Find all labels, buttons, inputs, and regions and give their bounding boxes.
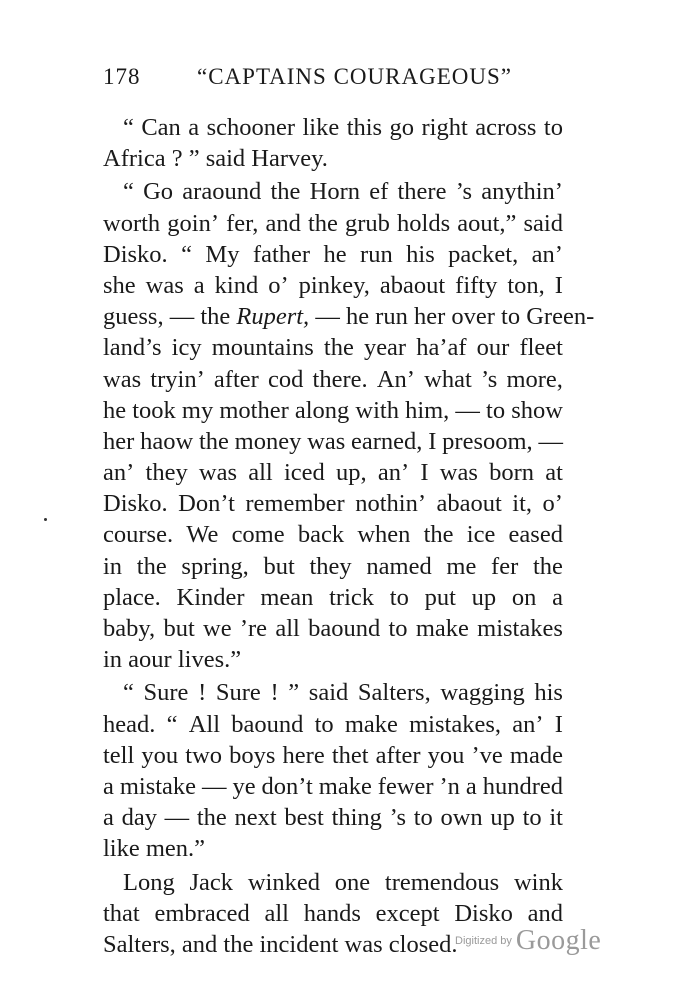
word: cod <box>267 365 304 393</box>
word: o’ <box>268 271 289 299</box>
word: make <box>344 710 398 738</box>
word: An’ <box>376 365 415 393</box>
word: Don’t <box>178 490 235 518</box>
word: fer <box>491 552 519 580</box>
word: an’ <box>531 240 563 268</box>
word: after <box>375 741 421 769</box>
word: baound <box>231 710 304 738</box>
word: a <box>552 583 563 611</box>
text-line <box>103 208 563 239</box>
word: a <box>103 772 114 800</box>
word: wink <box>513 868 563 896</box>
text-line <box>103 613 563 644</box>
word: born <box>489 459 534 487</box>
text-line <box>103 740 563 771</box>
word: the <box>307 209 338 237</box>
word: they <box>145 459 188 487</box>
word: took <box>132 396 176 424</box>
word: “ <box>166 710 178 738</box>
word: tremendous <box>384 868 500 896</box>
word: to <box>413 804 433 832</box>
word: all <box>275 615 300 642</box>
word: anythin’ <box>481 178 563 206</box>
word: after <box>213 365 259 393</box>
word: a <box>465 772 477 800</box>
word: more, <box>506 365 563 393</box>
word: ! <box>270 679 279 707</box>
word: o’ <box>542 490 563 518</box>
word: an’ <box>377 459 410 487</box>
text-line <box>103 488 563 519</box>
word: to <box>388 615 408 642</box>
word: the <box>136 552 167 580</box>
word: run <box>360 240 393 268</box>
text-line <box>103 112 563 143</box>
word: Salters, <box>357 679 431 707</box>
word: ef <box>369 178 389 206</box>
word: an’ <box>103 459 135 487</box>
word: Can <box>141 114 181 141</box>
word: icy <box>171 334 202 362</box>
google-logo: Google <box>515 925 602 956</box>
word: thing <box>331 804 382 832</box>
text-line <box>103 551 563 582</box>
word: to <box>543 114 563 141</box>
word: hundred <box>482 772 563 800</box>
word: mean <box>260 583 314 611</box>
word: my <box>181 396 214 424</box>
word: but <box>263 552 295 580</box>
word: I <box>428 427 437 455</box>
word: said <box>308 679 349 707</box>
word: except <box>375 899 440 927</box>
word: at <box>545 459 563 487</box>
word: Disko <box>454 899 513 927</box>
word: to <box>486 396 506 424</box>
word: we <box>203 615 232 642</box>
word: abaout <box>436 490 502 518</box>
word: fewer <box>377 772 434 800</box>
word: the <box>323 334 354 362</box>
word: head. <box>103 710 156 738</box>
word: ! <box>198 679 207 707</box>
word: ye <box>232 772 256 800</box>
word: Go <box>143 178 174 206</box>
word: abaout <box>379 271 446 299</box>
word: Disko. <box>103 490 168 518</box>
word: spring, <box>181 552 249 580</box>
ship-name: Rupert, <box>236 303 310 331</box>
word: Sure <box>143 679 189 707</box>
word: one <box>334 868 371 896</box>
word: Kinder <box>176 583 245 611</box>
word: back <box>297 521 345 549</box>
word: a <box>103 804 114 832</box>
word: was <box>145 271 184 299</box>
word: baby, <box>103 615 156 642</box>
word: made <box>509 741 563 769</box>
word: the <box>198 427 229 455</box>
word: said <box>523 209 563 237</box>
text-line <box>103 867 563 898</box>
word: kind <box>214 271 259 299</box>
word: on <box>511 583 537 611</box>
word: to <box>314 710 334 738</box>
word: “ <box>181 240 192 268</box>
word: goin’ <box>167 209 219 237</box>
word: mountains <box>211 334 314 362</box>
word: me <box>446 552 477 580</box>
word: own <box>440 804 483 832</box>
word: hands <box>303 899 361 927</box>
ink-speck <box>44 518 47 521</box>
word: make <box>415 615 469 642</box>
word: a <box>188 114 200 141</box>
word: here <box>282 741 325 769</box>
word: aout,” <box>457 209 517 237</box>
word: like <box>302 114 340 141</box>
word: ton, <box>507 271 545 299</box>
text-line <box>103 802 563 833</box>
word: he <box>323 240 347 268</box>
word: you <box>427 741 465 769</box>
word: next <box>234 804 277 832</box>
text-line <box>103 332 563 363</box>
word: that <box>103 899 140 927</box>
word: thet <box>331 741 369 769</box>
word: father <box>252 240 311 268</box>
word: to <box>522 804 542 832</box>
word: ’re <box>239 615 268 642</box>
text-line <box>103 677 563 708</box>
word: Sure <box>215 679 261 707</box>
word: worth <box>103 209 161 237</box>
word: this <box>346 114 383 141</box>
word: earned, <box>351 427 423 455</box>
word: was <box>307 427 346 455</box>
word: best <box>284 804 324 832</box>
text-line: Salters, and the incident was closed. <box>103 930 458 958</box>
word: course. <box>103 521 174 549</box>
word: land’s <box>103 334 162 362</box>
word: the <box>270 178 301 206</box>
word: go <box>389 114 415 141</box>
word: boys <box>229 741 276 769</box>
word: fifty <box>455 271 498 299</box>
word: him, <box>405 396 450 424</box>
word: nothin’ <box>355 490 426 518</box>
word: up, <box>336 459 367 487</box>
text-line <box>103 709 563 740</box>
word: — <box>164 804 190 832</box>
word: baound <box>308 615 381 642</box>
word: I <box>554 271 563 299</box>
word: We <box>186 521 219 549</box>
word: mistake <box>119 772 197 800</box>
word: make <box>318 772 372 800</box>
word: ha’af <box>416 334 467 362</box>
text-line <box>103 582 563 613</box>
word: you <box>141 741 179 769</box>
word: packet, <box>448 240 519 268</box>
word: a <box>193 271 205 299</box>
word: “ <box>123 114 134 141</box>
word: don’t <box>261 772 313 800</box>
word: all <box>264 899 289 927</box>
word: My <box>205 240 240 268</box>
word: was <box>198 459 238 487</box>
word: winked <box>247 868 320 896</box>
word: tryin’ <box>150 365 205 393</box>
word: — <box>455 396 480 424</box>
word: place. <box>103 583 161 611</box>
watermark-prefix: Digitized by <box>455 935 512 947</box>
word: haow <box>140 427 194 455</box>
word: up <box>490 804 515 832</box>
word: the <box>196 804 227 832</box>
word: along <box>294 396 350 424</box>
text-line <box>103 395 563 426</box>
word: fleet <box>519 334 563 362</box>
word: with <box>355 396 399 424</box>
word: across <box>475 114 537 141</box>
word: ” <box>288 679 300 707</box>
text-line <box>103 426 563 457</box>
word: tell <box>103 741 135 769</box>
page-number: 178 <box>103 64 141 89</box>
word: an’ <box>512 710 544 738</box>
word: what <box>424 365 472 393</box>
word: wagging <box>440 679 525 707</box>
word: Disko. <box>103 240 168 268</box>
text-line <box>103 771 563 802</box>
word: come <box>231 521 285 549</box>
text-line <box>103 519 563 550</box>
word: “ <box>123 178 134 206</box>
word: Long <box>123 868 175 896</box>
word: his <box>406 240 435 268</box>
word: Jack <box>189 868 234 896</box>
word: it, <box>512 490 533 518</box>
word: “ <box>123 679 134 707</box>
word: the <box>423 521 454 549</box>
word: year <box>363 334 407 362</box>
text-line <box>103 239 563 270</box>
word: her <box>103 427 135 455</box>
word: day <box>121 804 157 832</box>
word: ’ve <box>471 741 503 769</box>
word: — <box>538 427 563 455</box>
running-title: “CAPTAINS COURAGEOUS” <box>197 64 512 89</box>
word: pinkey, <box>298 271 370 299</box>
word: ’s <box>389 804 406 832</box>
word: to <box>389 583 409 611</box>
word: when <box>357 521 411 549</box>
word: two <box>185 741 223 769</box>
word: but <box>163 615 195 642</box>
word: — <box>202 772 227 800</box>
word: remember <box>245 490 345 518</box>
word: ’n <box>439 772 460 800</box>
word: ’s <box>455 178 473 206</box>
word: schooner <box>206 114 296 141</box>
word: grub <box>345 209 390 237</box>
word: was <box>103 365 142 393</box>
text-line <box>103 457 563 488</box>
word: right <box>421 114 468 141</box>
word: named <box>366 552 432 580</box>
text-line: like men.” <box>103 835 206 863</box>
word: and <box>527 899 563 927</box>
word: I <box>554 710 563 738</box>
word: all <box>248 459 273 487</box>
text-line <box>103 364 563 395</box>
text-line <box>103 176 563 207</box>
word: up <box>471 583 497 611</box>
word: All <box>188 710 220 738</box>
word: presoom, <box>442 427 533 455</box>
text-line: guess, — the Rupert, — he run her over to Green- <box>103 301 563 332</box>
word: fer, <box>226 209 259 237</box>
word: was <box>439 459 478 487</box>
word: show <box>511 396 563 424</box>
word: araound <box>182 178 262 206</box>
word: eased <box>508 521 563 549</box>
word: mistakes <box>477 615 563 642</box>
digitization-watermark <box>455 925 601 957</box>
word: and <box>265 209 301 237</box>
word: put <box>424 583 456 611</box>
word: trick <box>329 583 375 611</box>
word: there <box>397 178 447 206</box>
text-line <box>103 270 563 301</box>
word: his <box>534 679 563 707</box>
text-line: in aour lives.” <box>103 646 242 674</box>
body-text <box>103 112 595 960</box>
word: ice <box>466 521 496 549</box>
word: it <box>549 804 563 832</box>
word: they <box>309 552 352 580</box>
word: mother <box>219 396 289 424</box>
word: Horn <box>309 178 360 206</box>
word: she <box>103 271 136 299</box>
word: holds <box>397 209 451 237</box>
word: I <box>420 459 429 487</box>
word: the <box>532 552 563 580</box>
word: ’s <box>480 365 498 393</box>
word: he <box>103 396 127 424</box>
word: iced <box>283 459 325 487</box>
word: there. <box>312 365 368 393</box>
word: mistakes, <box>409 710 501 738</box>
word: embraced <box>154 899 250 927</box>
text-line: Africa ? ” said Harvey. <box>103 145 328 173</box>
word: our <box>476 334 510 362</box>
word: money <box>234 427 302 455</box>
word: in <box>103 552 123 580</box>
